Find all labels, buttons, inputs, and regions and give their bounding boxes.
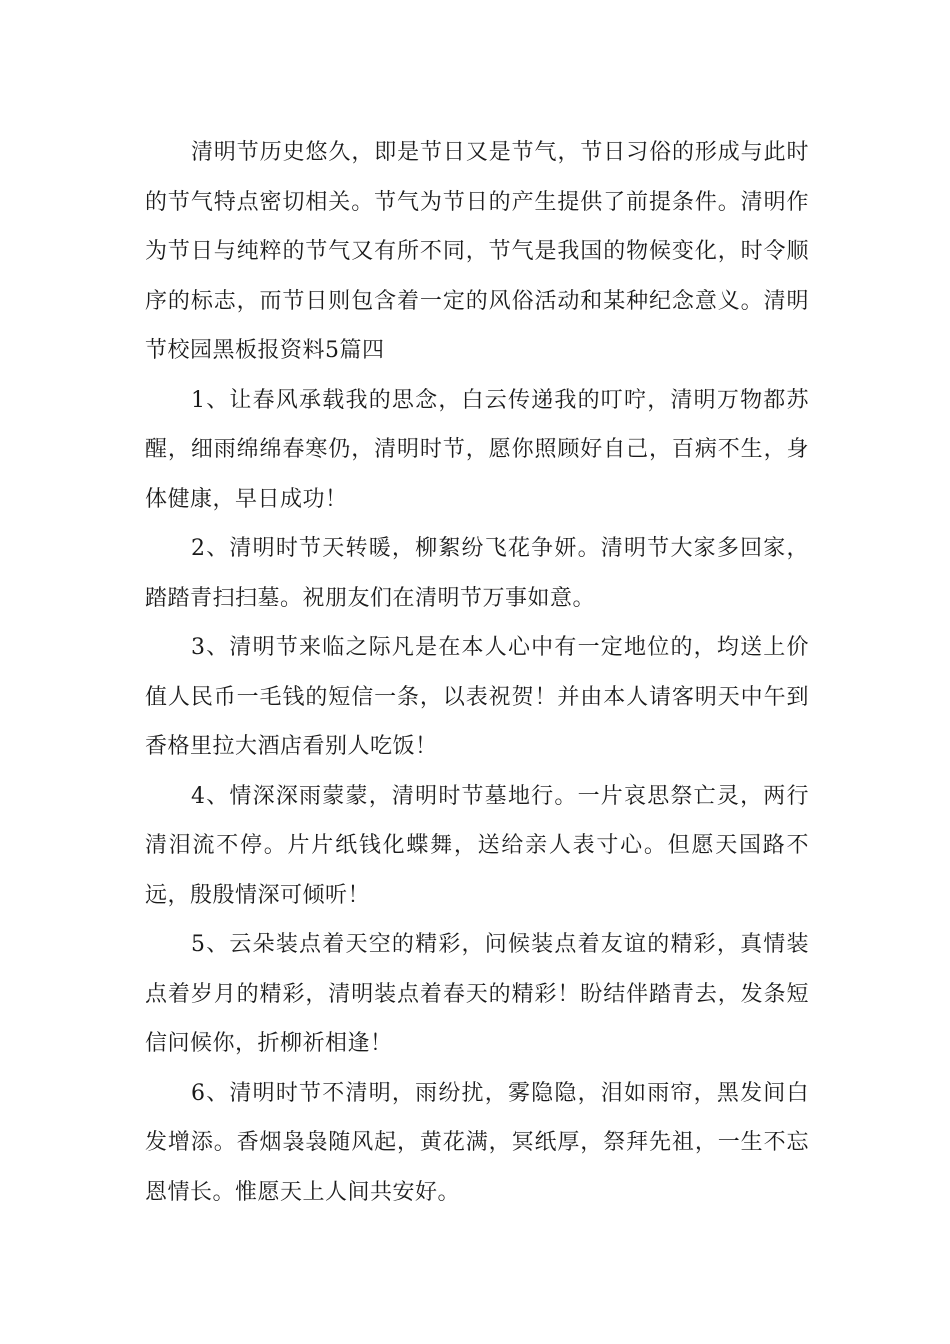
list-item-5: 5、云朵装点着天空的精彩，问候装点着友谊的精彩，真情装点着岁月的精彩，清明装点着春天的精彩！盼结伴踏青去，发条短信问候你，折柳祈相逢！	[145, 932, 809, 1056]
list-item-4: 4、情深深雨蒙蒙，清明时节墓地行。一片哀思祭亡灵，两行清泪流不停。片片纸钱化蝶舞，送给亲人表寸心。但愿天国路不远，殷殷情深可倾听！	[145, 783, 809, 908]
document-page	[145, 128, 809, 1217]
list-item-3: 3、清明节来临之际凡是在本人心中有一定地位的，均送上价值人民币一毛钱的短信一条，以表祝贺！并由本人请客明天中午到香格里拉大酒店看别人吃饭！	[145, 635, 809, 759]
list-item-6: 6、清明时节不清明，雨纷扰，雾隐隐，泪如雨帘，黑发间白发增添。香烟袅袅随风起，黄花满，冥纸厚，祭拜先祖，一生不忘恩情长。惟愿天上人间共安好。	[145, 1080, 809, 1205]
list-item-2: 2、清明时节天转暖，柳絮纷飞花争妍。清明节大家多回家，踏踏青扫扫墓。祝朋友们在清明节万事如意。	[145, 536, 809, 611]
list-item-1: 1、让春风承载我的思念，白云传递我的叮咛，清明万物都苏醒，细雨绵绵春寒仍，清明时节，愿你照顾好自己，百病不生，身体健康，早日成功！	[145, 387, 809, 512]
intro-paragraph: 清明节历史悠久，即是节日又是节气，节日习俗的形成与此时的节气特点密切相关。节气为节日的产生提供了前提条件。清明作为节日与纯粹的节气又有所不同，节气是我国的物候变化，时令顺序的标志，而节日则包含着一定的风俗活动和某种纪念意义。清明节校园黑板报资料5篇四	[145, 140, 809, 363]
